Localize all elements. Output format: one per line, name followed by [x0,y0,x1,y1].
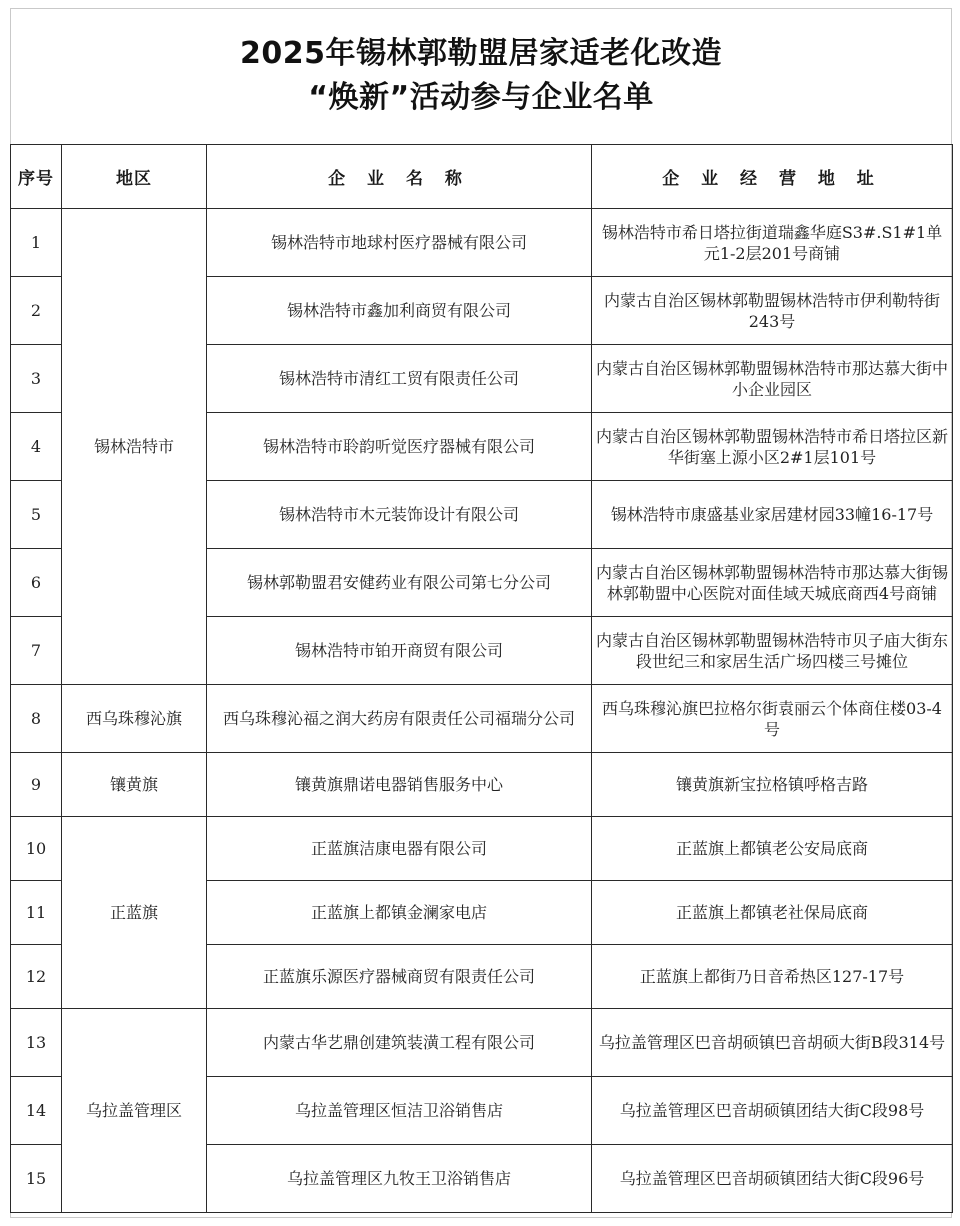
row-index: 15 [11,1145,62,1213]
company-name: 乌拉盖管理区九牧王卫浴销售店 [207,1145,592,1213]
company-address: 西乌珠穆沁旗巴拉格尔街袁丽云个体商住楼03-4号 [592,685,953,753]
document-title [10,8,952,144]
region-cell: 镶黄旗 [62,753,207,817]
company-name: 内蒙古华艺鼎创建筑装潢工程有限公司 [207,1009,592,1077]
row-index: 2 [11,277,62,345]
row-index: 9 [11,753,62,817]
company-address: 内蒙古自治区锡林郭勒盟锡林浩特市贝子庙大街东段世纪三和家居生活广场四楼三号摊位 [592,617,953,685]
row-index: 7 [11,617,62,685]
row-index: 4 [11,413,62,481]
row-index: 14 [11,1077,62,1145]
company-name: 锡林浩特市铂开商贸有限公司 [207,617,592,685]
table-row [11,685,953,753]
company-address: 正蓝旗上都街乃日音希热区127-17号 [592,945,953,1009]
company-address: 锡林浩特市康盛基业家居建材园33幢16-17号 [592,481,953,549]
region-cell: 正蓝旗 [62,817,207,1009]
row-index: 3 [11,345,62,413]
company-name: 锡林浩特市聆韵听觉医疗器械有限公司 [207,413,592,481]
company-name: 镶黄旗鼎诺电器销售服务中心 [207,753,592,817]
company-address: 乌拉盖管理区巴音胡硕镇团结大街C段98号 [592,1077,953,1145]
company-name: 锡林浩特市木元装饰设计有限公司 [207,481,592,549]
company-name: 锡林浩特市鑫加利商贸有限公司 [207,277,592,345]
company-name: 西乌珠穆沁福之润大药房有限责任公司福瑞分公司 [207,685,592,753]
company-name: 乌拉盖管理区恒洁卫浴销售店 [207,1077,592,1145]
title-line-1: 2025年锡林郭勒盟居家适老化改造 [240,36,722,71]
title-line-2: “焕新”活动参与企业名单 [308,80,654,115]
company-name: 正蓝旗上都镇金澜家电店 [207,881,592,945]
row-index: 5 [11,481,62,549]
company-address: 锡林浩特市希日塔拉街道瑞鑫华庭S3#.S1#1单元1-2层201号商铺 [592,209,953,277]
company-address: 内蒙古自治区锡林郭勒盟锡林浩特市希日塔拉区新华街塞上源小区2#1层101号 [592,413,953,481]
row-index: 6 [11,549,62,617]
company-address: 乌拉盖管理区巴音胡硕镇团结大街C段96号 [592,1145,953,1213]
table-header-row [11,145,953,209]
company-name: 锡林郭勒盟君安健药业有限公司第七分公司 [207,549,592,617]
enterprise-table [10,144,953,1213]
region-cell: 乌拉盖管理区 [62,1009,207,1213]
header-address: 企 业 经 营 地 址 [592,145,953,209]
company-address: 镶黄旗新宝拉格镇呼格吉路 [592,753,953,817]
row-index: 13 [11,1009,62,1077]
company-name: 锡林浩特市地球村医疗器械有限公司 [207,209,592,277]
company-name: 正蓝旗洁康电器有限公司 [207,817,592,881]
row-index: 10 [11,817,62,881]
company-address: 正蓝旗上都镇老社保局底商 [592,881,953,945]
table-row [11,1009,953,1077]
company-name: 锡林浩特市清红工贸有限责任公司 [207,345,592,413]
row-index: 1 [11,209,62,277]
region-cell: 西乌珠穆沁旗 [62,685,207,753]
row-index: 11 [11,881,62,945]
header-region: 地区 [62,145,207,209]
row-index: 12 [11,945,62,1009]
company-address: 内蒙古自治区锡林郭勒盟锡林浩特市伊利勒特街243号 [592,277,953,345]
company-address: 乌拉盖管理区巴音胡硕镇巴音胡硕大街B段314号 [592,1009,953,1077]
company-name: 正蓝旗乐源医疗器械商贸有限责任公司 [207,945,592,1009]
table-row [11,753,953,817]
table-row [11,209,953,277]
company-address: 内蒙古自治区锡林郭勒盟锡林浩特市那达慕大街中小企业园区 [592,345,953,413]
region-cell: 锡林浩特市 [62,209,207,685]
company-address: 内蒙古自治区锡林郭勒盟锡林浩特市那达慕大街锡林郭勒盟中心医院对面佳域天城底商西4号商铺 [592,549,953,617]
table-row [11,817,953,881]
header-company: 企 业 名 称 [207,145,592,209]
header-index: 序号 [11,145,62,209]
row-index: 8 [11,685,62,753]
company-address: 正蓝旗上都镇老公安局底商 [592,817,953,881]
